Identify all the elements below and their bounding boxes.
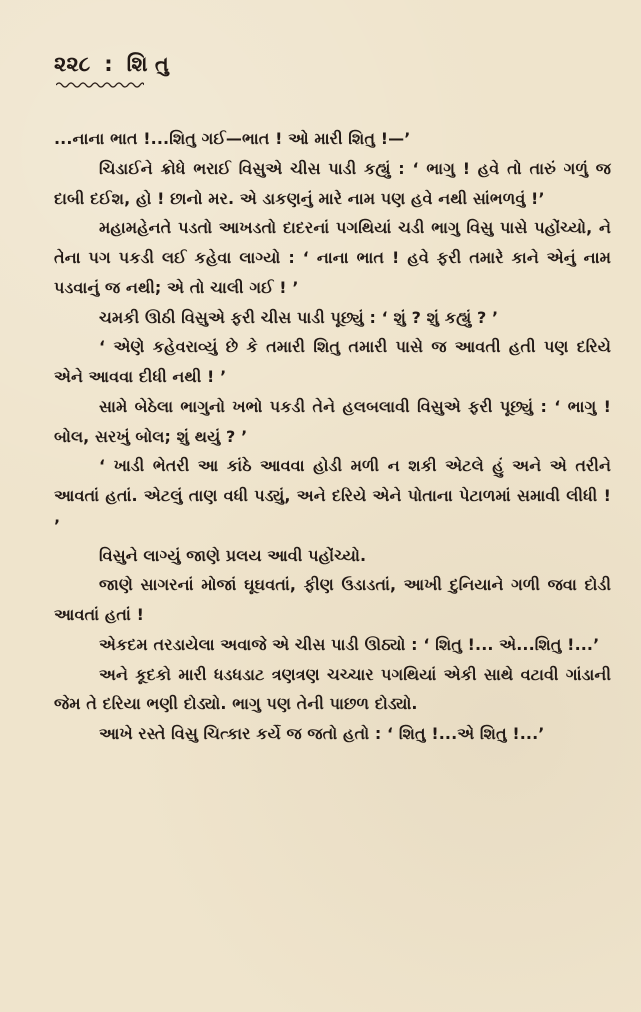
paragraph-3: મહામહેનતે પડતો આખડતો દાદરનાં પગથિયાં ચડી ભાગુ વિસુ પાસે પહોંચ્યો, ને તેના પગ પકડી લઈ કહેવા લાગ્યો : ‘ નાના ભાત ! હવે ફરી તમારે કાને એનું નામ પડવાનું જ નથી; એ તો ચાલી ગઈ ! ’ (54, 218, 611, 297)
body-text (54, 124, 611, 749)
header-separator: : (104, 52, 113, 76)
paragraph-9: જાણે સાગરનાં મોજાં ઘૂઘવતાં, ફીણ ઉડાડતાં, આખી દુનિયાને ગળી જવા દોડી આવતાં હતાં ! (54, 575, 611, 624)
page-number: ૨૨૮ (54, 52, 91, 76)
paragraph-10: એકદમ તરડાયેલા અવાજે એ ચીસ પાડી ઊઠ્યો : ‘ શિતુ !... એ...શિતુ !...’ (99, 634, 600, 654)
paragraph-6: સામે બેઠેલા ભાગુનો ખભો પકડી તેને હલબલાવી વિસુએ ફરી પૂછ્યું : ‘ ભાગુ ! બોલ, સરખું બોલ; શું થયું ? ’ (54, 396, 611, 446)
paragraph-1: ...નાના ભાત !...શિતુ ગઈ—ભાત ! ઓ મારી શિતુ !—’ (54, 129, 411, 148)
paragraph-5: ‘ એણે કહેવરાવ્યું છે કે તમારી શિતુ તમારી પાસે જ આવતી હતી પણ દરિયે એને આવવા દીધી નથી ! ’ (54, 337, 611, 386)
paragraph-2: ચિડાઈને ક્રોધે ભરાઈ વિસુએ ચીસ પાડી કહ્યું : ‘ ભાગુ ! હવે તો તારું ગળું જ દાબી દઈશ, હો ! છાનો મર. એ ડાકણનું મારે નામ પણ હવે નથી સાંભળવું !’ (54, 158, 611, 208)
paragraph-8: વિસુને લાગ્યું જાણે પ્રલય આવી પહોંચ્યો. (99, 545, 367, 565)
paragraph-11: અને કૂદકો મારી ધડધડાટ ત્રણત્રણ ચચ્ચાર પગથિયાં એકી સાથે વટાવી ગાંડાની જેમ તે દરિયા ભણી દોડ્યો. ભાગુ પણ તેની પાછળ દોડ્યો. (54, 664, 611, 714)
paragraph-4: ચમકી ઊઠી વિસુએ ફરી ચીસ પાડી પૂછ્યું : ‘ શું ? શું કહ્યું ? ’ (99, 307, 499, 327)
chapter-title: શિ તુ (126, 52, 169, 76)
paragraph-7: ‘ ખાડી ભેતરી આ કાંઠે આવવા હોડી મળી ન શકી એટલે હું અને એ તરીને આવતાં હતાં. એટલું તાણ વધી પડ્યું, અને દરિયે એને પોતાના પેટાળમાં સમાવી લીધી ! ’ (54, 456, 611, 535)
decorative-wave-rule (56, 80, 144, 90)
running-header (54, 54, 611, 75)
paragraph-12: આખે રસ્તે વિસુ ચિત્કાર કર્યે જ જતો હતો : ‘ શિતુ !...એ શિતુ !...’ (99, 724, 545, 743)
